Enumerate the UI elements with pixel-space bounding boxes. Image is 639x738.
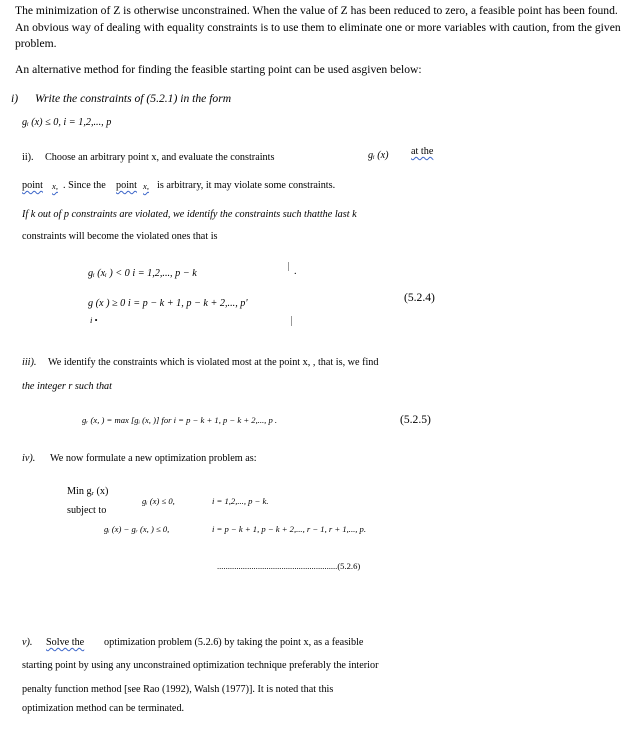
eq-5-2-5-label: (5.2.5)	[400, 413, 431, 426]
brace-bottom	[291, 316, 292, 326]
constraint-1: gᵢ (x) ≤ 0,	[142, 496, 175, 506]
eq-5-2-4-line-3: i •	[90, 315, 98, 325]
eq-5-2-4-dot: .	[294, 266, 297, 277]
step-2-constraint: gᵢ (x)	[368, 150, 389, 161]
step-1-text: Write the constraints of (5.2.1) in the form	[35, 92, 232, 105]
step-1-equation: gᵢ (x) ≤ 0, i = 1,2,..., p	[22, 117, 112, 128]
subject-to: subject to	[67, 505, 107, 516]
step-5-line-3: penalty function method [see Rao (1992), Walsh (1977)]. It is noted that this	[22, 684, 334, 695]
step-2-point-word: point	[22, 180, 43, 191]
step-4-text: We now formulate a new optimization problem as:	[50, 453, 257, 464]
eq-5-2-5: gᵣ (x, ) = max [gᵢ (x, )] for i = p − k + 1, p − k + 2,..., p .	[82, 415, 278, 425]
step-2-text: Choose an arbitrary point x, and evaluate the constraints	[45, 152, 275, 163]
step-1-number: i)	[11, 92, 19, 105]
step-5-line-1: optimization problem (5.2.6) by taking the point x, as a feasible	[104, 637, 364, 648]
step-5-solve-the: Solve the	[46, 637, 85, 648]
step-2-point-word-2: point	[116, 180, 137, 191]
alternative-method-sentence: An alternative method for finding the feasible starting point can be used asgiven below:	[15, 63, 422, 76]
step-2-point-x: x,	[52, 181, 58, 191]
step-2-arbitrary: is arbitrary, it may violate some constraints.	[157, 180, 336, 191]
step-2-number: ii).	[22, 152, 34, 163]
step-5-line-4: optimization method can be terminated.	[22, 703, 185, 714]
eq-5-2-4-label: (5.2.4)	[404, 291, 435, 304]
step-3-line-2: the integer r such that	[22, 381, 112, 392]
violated-constraints-line-1: If k out of p constraints are violated, we identify the constraints such thatthe last k	[22, 209, 357, 220]
step-3-number: iii).	[22, 357, 37, 368]
objective-min: Min gᵣ (x)	[67, 486, 109, 497]
brace-top	[288, 262, 289, 271]
constraint-2-range: i = p − k + 1, p − k + 2,..., r − 1, r + 1,..., p.	[212, 524, 366, 534]
intro-line-2: An obvious way of dealing with equality constraints is to use them to eliminate one or more variables with caution, from the given	[15, 21, 621, 34]
eq-5-2-6-label: ........................................................(5.2.6)	[217, 561, 361, 571]
eq-5-2-4-line-2: g (x ) ≥ 0 i = p − k + 1, p − k + 2,..., p'	[88, 298, 248, 309]
step-4-number: iv).	[22, 453, 36, 464]
eq-5-2-4-line-1: gᵢ (xᵢ ) < 0 i = 1,2,..., p − k	[88, 268, 197, 279]
step-5-number: v).	[22, 637, 33, 648]
step-2-since-the: . Since the	[63, 180, 106, 191]
step-3-text: We identify the constraints which is violated most at the point x, , that is, we find	[48, 357, 379, 368]
constraint-2: gᵢ (x) − gᵣ (x, ) ≤ 0,	[104, 524, 170, 534]
step-5-line-2: starting point by using any unconstrained optimization technique preferably the interior	[22, 660, 379, 671]
constraint-1-range: i = 1,2,..., p − k.	[212, 496, 269, 506]
violated-constraints-line-2: constraints will become the violated ones that is	[22, 231, 218, 242]
intro-line-3: problem.	[15, 37, 57, 50]
step-2-point-x-2: x,	[143, 181, 149, 191]
intro-line-1: The minimization of Z is otherwise unconstrained. When the value of Z has been reduced to zero, a feasible point has been found.	[15, 4, 618, 17]
step-2-at-the: at the	[411, 146, 434, 157]
